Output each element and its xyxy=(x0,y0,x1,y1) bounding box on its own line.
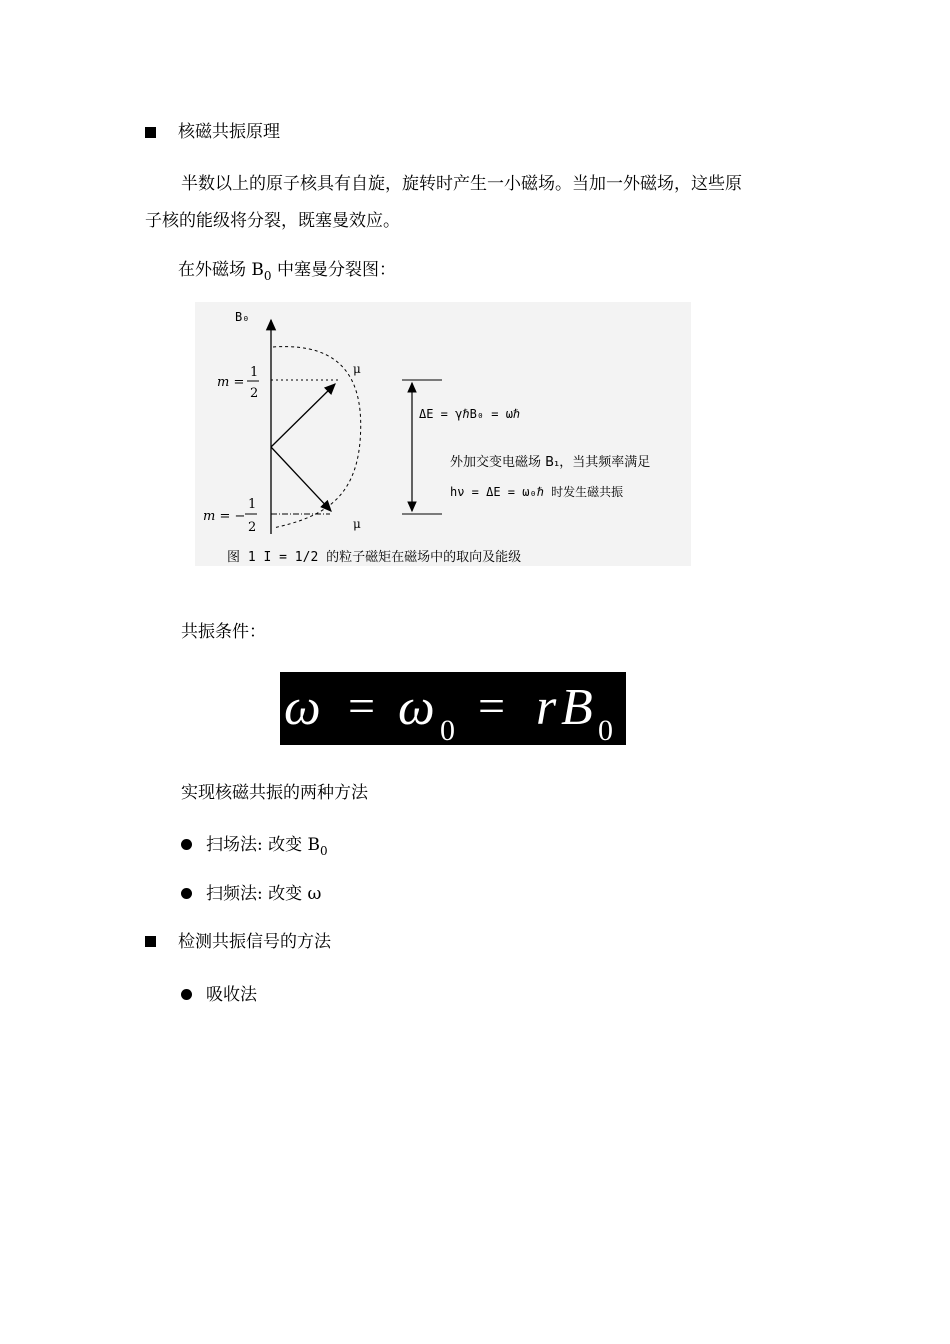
mu-label-lower: μ xyxy=(353,517,361,531)
formula-r: r xyxy=(536,679,557,736)
frac-den-lower: 2 xyxy=(248,520,257,535)
formula-omega: ω xyxy=(284,679,321,736)
method-field-sweep xyxy=(206,835,328,858)
square-bullet-icon xyxy=(145,936,156,947)
precession-circle xyxy=(273,347,361,528)
frac-num-lower: 1 xyxy=(248,497,257,512)
formula-subscript-0b: 0 xyxy=(598,714,613,745)
formula-B: B xyxy=(561,679,593,736)
section-heading-nmr-principle: 核磁共振原理 xyxy=(178,122,280,142)
formula-equals-1: = xyxy=(348,680,376,733)
mu-vector-up xyxy=(271,384,335,447)
m-upper-label: m = xyxy=(217,375,245,390)
intro-line-1: 半数以上的原子核具有自旋，旋转时产生一小磁场。当加一外磁场，这些原 xyxy=(181,174,742,194)
method-frequency-sweep: 扫频法: 改变 ω xyxy=(206,884,322,904)
resonance-condition-text: hν = ΔE = ω₀ℏ 时发生磁共振 xyxy=(450,485,624,499)
frac-num-upper: 1 xyxy=(250,365,259,380)
zeeman-splitting-figure xyxy=(195,302,691,566)
zeeman-caption-prefix: 在外磁场 B xyxy=(178,260,264,280)
zeeman-caption-suffix: 中塞曼分裂图： xyxy=(271,260,396,280)
zeeman-caption-subscript: 0 xyxy=(263,269,272,283)
delta-e-equation: ΔE = γℏB₀ = ωℏ xyxy=(419,407,521,421)
field-label: B₀ xyxy=(235,310,250,324)
circle-bullet-icon xyxy=(181,888,192,899)
zeeman-caption xyxy=(178,260,396,283)
rf-field-text: 外加交变电磁场 B₁，当其频率满足 xyxy=(450,455,651,470)
formula-subscript-0a: 0 xyxy=(440,714,455,745)
zeeman-diagram-svg xyxy=(195,302,691,566)
intro-line-2: 子核的能级将分裂，既塞曼效应。 xyxy=(145,211,400,231)
methods-title: 实现核磁共振的两种方法 xyxy=(181,783,368,803)
section-heading-detection: 检测共振信号的方法 xyxy=(178,932,331,952)
method-field-sweep-subscript: 0 xyxy=(320,844,328,858)
resonance-formula-svg xyxy=(280,672,626,745)
mu-vector-down xyxy=(271,447,331,511)
circle-bullet-icon xyxy=(181,989,192,1000)
formula-equals-2: = xyxy=(478,680,506,733)
mu-label-upper: μ xyxy=(353,362,361,376)
detection-absorption: 吸收法 xyxy=(206,985,257,1005)
m-lower-label: m = − xyxy=(203,509,246,524)
resonance-condition-label: 共振条件： xyxy=(181,622,266,642)
square-bullet-icon xyxy=(145,127,156,138)
method-field-sweep-text: 扫场法: 改变 B xyxy=(206,835,321,855)
formula-omega0: ω xyxy=(398,679,435,736)
resonance-formula xyxy=(280,672,626,745)
circle-bullet-icon xyxy=(181,839,192,850)
frac-den-upper: 2 xyxy=(250,386,259,401)
figure-caption: 图 1 I = 1/2 的粒子磁矩在磁场中的取向及能级 xyxy=(227,550,522,565)
